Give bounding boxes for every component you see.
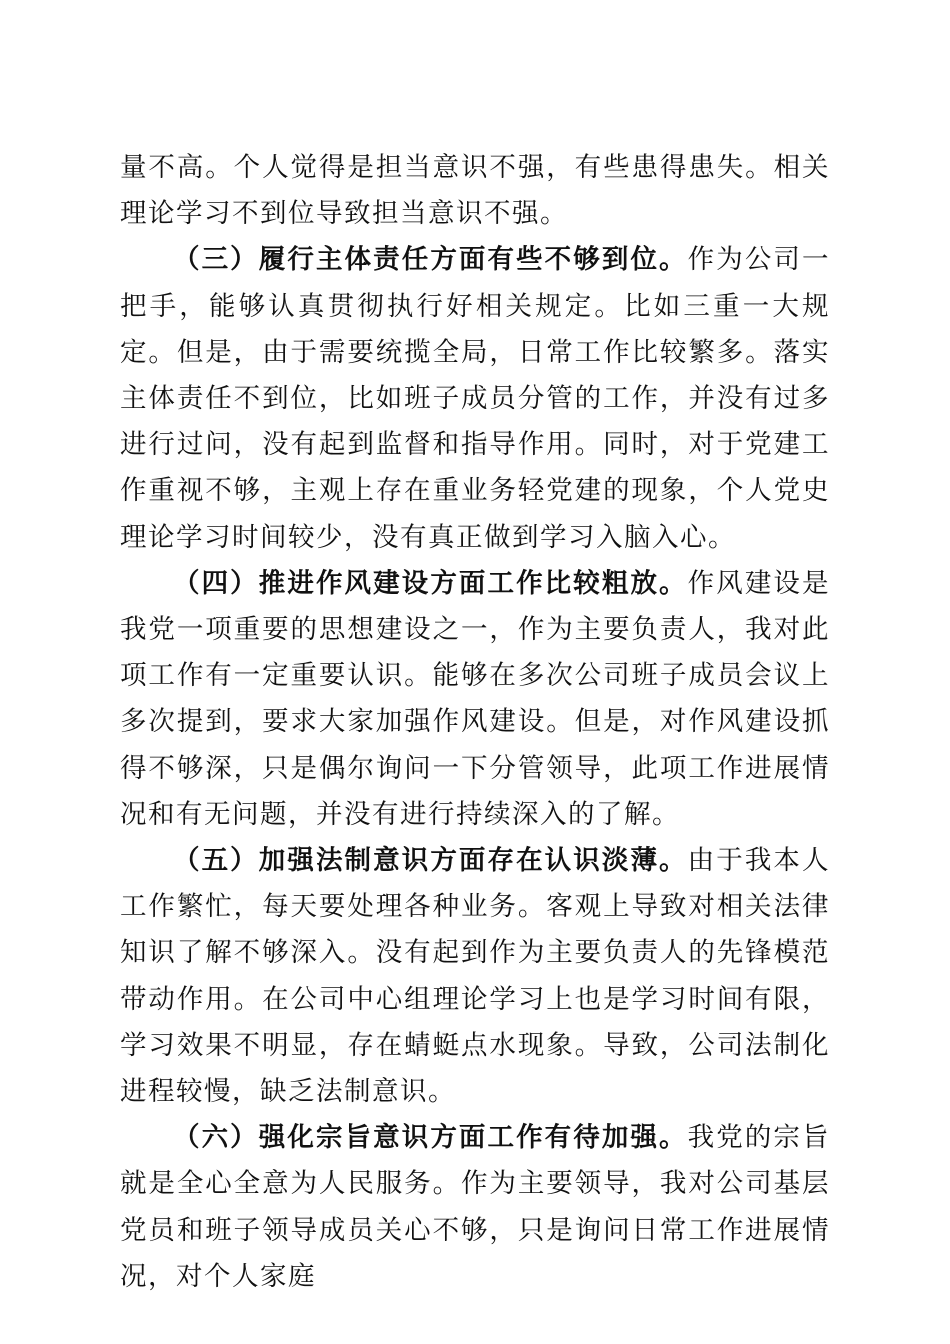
section-body-3: 作为公司一把手，能够认真贯彻执行好相关规定。比如三重一大规定。但是，由于需要统揽全局，日常工作比较繁多。落实主体责任不到位，比如班子成员分管的工作，并没有过多进行过问，没有起到监督和指导作用。同时，对于党建工作重视不够，主观上存在重业务轻党建的现象，个人党史理论学习时间较少，没有真正做到学习入脑入心。 [120, 244, 831, 553]
section-heading-5: （五）加强法制意识方面存在认识淡薄。 [173, 845, 688, 877]
continuation-text: 量不高。个人觉得是担当意识不强，有些患得患失。相关理论学习不到位导致担当意识不强。 [120, 152, 830, 230]
section-body-5: 由于我本人工作繁忙，每天要处理各种业务。客观上导致对相关法律知识了解不够深入。没有起到作为主要负责人的先锋模范带动作用。在公司中心组理论学习上也是学习时间有限，学习效果不明显，存在蜻蜓点水现象。导致，公司法制化进程较慢，缺乏法制意识。 [120, 845, 831, 1108]
section-paragraph-5 [120, 838, 830, 1115]
section-heading-3: （三）履行主体责任方面有些不够到位。 [173, 244, 688, 276]
section-paragraph-4 [120, 561, 830, 838]
section-heading-6: （六）强化宗旨意识方面工作有待加强。 [173, 1122, 688, 1154]
section-body-6: 我党的宗旨就是全心全意为人民服务。作为主要领导，我对公司基层党员和班子领导成员关心不够，只是询问日常工作进展情况，对个人家庭 [120, 1122, 831, 1292]
section-heading-4: （四）推进作风建设方面工作比较粗放。 [173, 567, 688, 599]
continuation-paragraph [120, 145, 830, 237]
section-paragraph-6 [120, 1115, 830, 1300]
section-body-4: 作风建设是我党一项重要的思想建设之一，作为主要负责人，我对此项工作有一定重要认识。能够在多次公司班子成员会议上多次提到，要求大家加强作风建设。但是，对作风建设抓得不够深，只是偶尔询问一下分管领导，此项工作进展情况和有无问题，并没有进行持续深入的了解。 [120, 567, 831, 830]
section-paragraph-3 [120, 237, 830, 560]
